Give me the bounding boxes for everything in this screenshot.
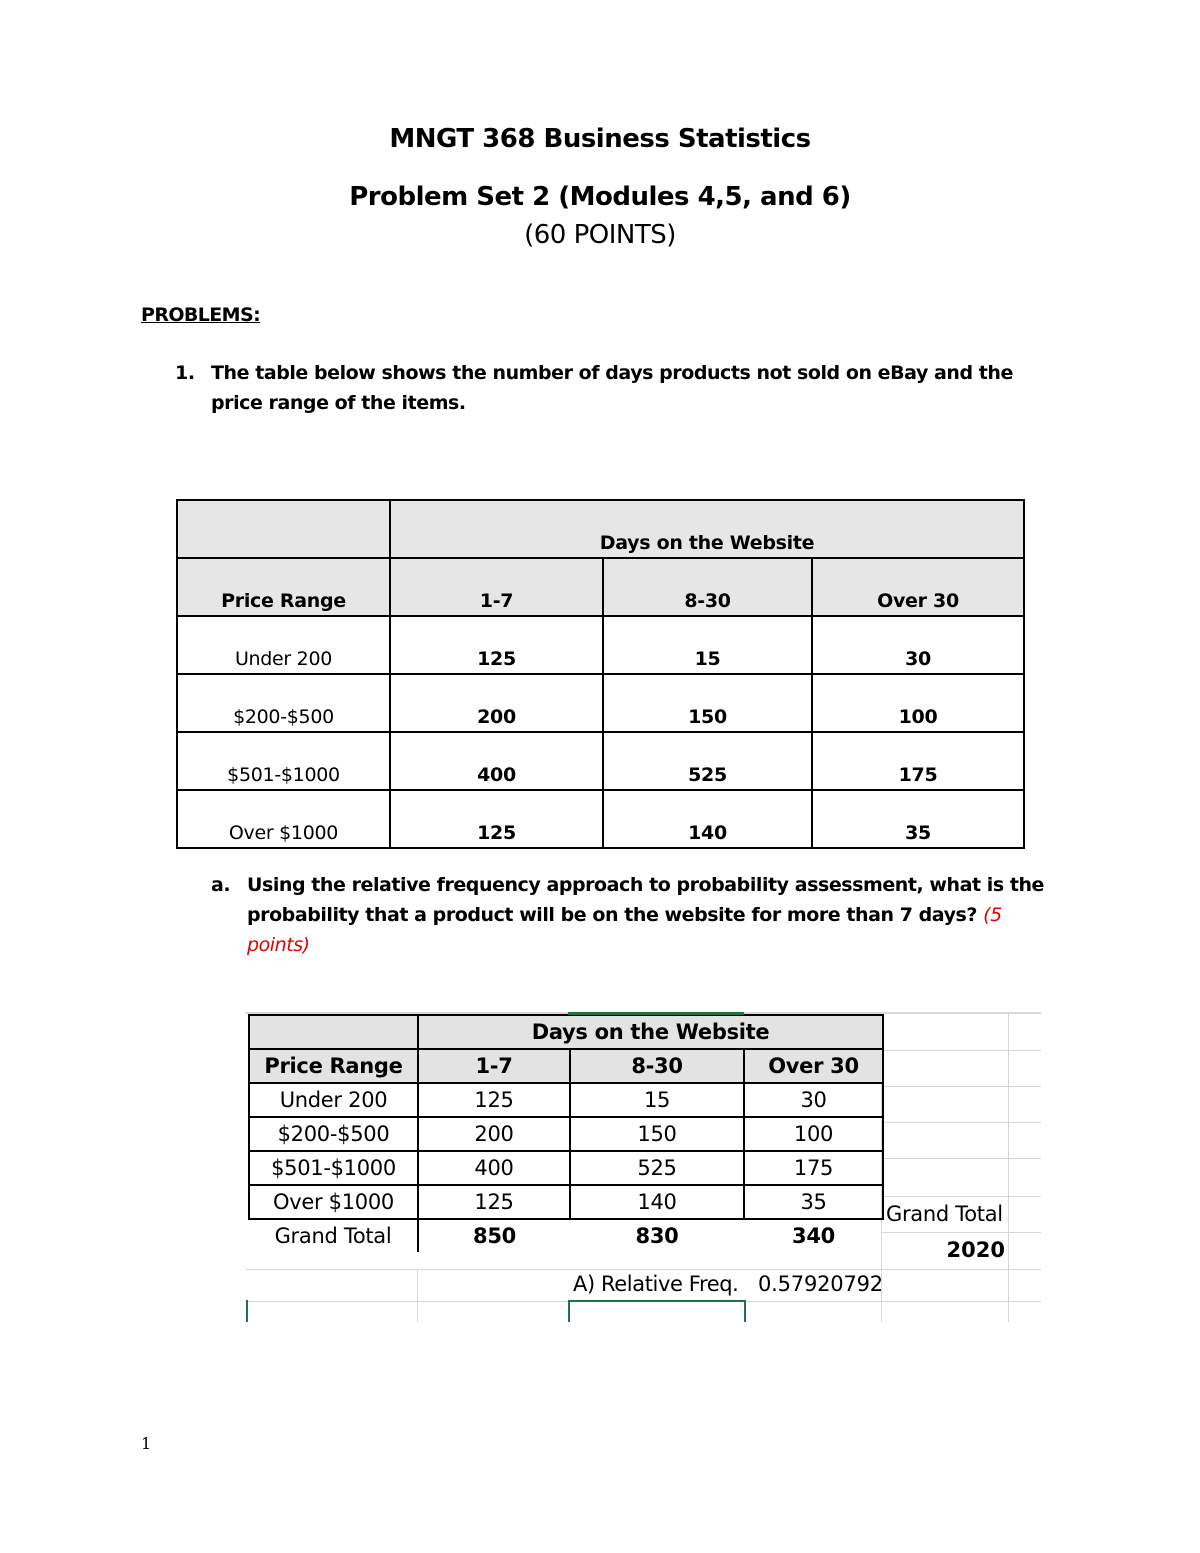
row-label: $501-$1000 bbox=[177, 732, 390, 790]
table-cell: 125 bbox=[390, 790, 603, 848]
gridline bbox=[882, 1158, 1041, 1159]
relative-freq-value[interactable]: 0.57920792 bbox=[758, 1272, 883, 1296]
problems-heading: PROBLEMS: bbox=[141, 304, 261, 326]
gridline bbox=[882, 1050, 1041, 1051]
sheet-group-header[interactable]: Days on the Website bbox=[418, 1015, 883, 1049]
question-number: 1. bbox=[175, 362, 195, 384]
table-cell: 175 bbox=[812, 732, 1024, 790]
sheet-row bbox=[249, 1151, 883, 1185]
question-text: The table below shows the number of days products not sold on eBay and the price range of the items. bbox=[211, 362, 1013, 414]
sheet-total-row bbox=[249, 1219, 883, 1252]
gridline bbox=[882, 1232, 1041, 1233]
sheet-corner-cell[interactable] bbox=[249, 1015, 418, 1049]
sheet-cell[interactable]: 200 bbox=[418, 1117, 570, 1151]
sheet-total-cell[interactable]: 830 bbox=[635, 1224, 679, 1248]
sheet-total-label[interactable]: Grand Total bbox=[249, 1219, 418, 1252]
spreadsheet-screenshot bbox=[245, 1012, 1045, 1322]
table-corner-cell bbox=[177, 500, 390, 558]
row-label: Over $1000 bbox=[177, 790, 390, 848]
table-cell: 140 bbox=[603, 790, 812, 848]
gridline bbox=[245, 1269, 1041, 1270]
row-label: $200-$500 bbox=[177, 674, 390, 732]
table-cell: 200 bbox=[390, 674, 603, 732]
sheet-cell[interactable]: 125 bbox=[418, 1185, 570, 1219]
relative-freq-label[interactable]: A) Relative Freq. bbox=[573, 1272, 739, 1296]
sheet-cell[interactable]: 150 bbox=[570, 1117, 744, 1151]
sheet-cell[interactable]: 15 bbox=[570, 1083, 744, 1117]
sheet-cell[interactable]: $501-$1000 bbox=[249, 1151, 418, 1185]
table-cell: 400 bbox=[390, 732, 603, 790]
group-header-cell: Days on the Website bbox=[390, 500, 1024, 558]
column-header: 1-7 bbox=[390, 558, 603, 616]
gridline bbox=[1008, 1012, 1009, 1322]
sheet-cell[interactable]: 400 bbox=[418, 1151, 570, 1185]
course-title: MNGT 368 Business Statistics bbox=[389, 124, 811, 154]
table-row bbox=[177, 674, 1024, 732]
gridline bbox=[882, 1196, 1041, 1197]
sheet-total-cell[interactable]: 340 bbox=[792, 1224, 835, 1248]
sheet-header-row bbox=[249, 1049, 883, 1083]
sheet-cell[interactable]: 140 bbox=[570, 1185, 744, 1219]
sheet-cell[interactable]: 525 bbox=[570, 1151, 744, 1185]
grand-total-value[interactable]: 2020 bbox=[946, 1238, 1005, 1262]
column-header: 8-30 bbox=[603, 558, 812, 616]
grand-total-label[interactable]: Grand Total bbox=[886, 1202, 1003, 1226]
data-table bbox=[176, 499, 1025, 849]
table-row bbox=[177, 732, 1024, 790]
selection-edge bbox=[246, 1300, 248, 1322]
sheet-cell[interactable]: 175 bbox=[744, 1151, 883, 1185]
table-row bbox=[177, 790, 1024, 848]
sheet-column-header[interactable]: 1-7 bbox=[418, 1049, 570, 1083]
points-subtitle: (60 POINTS) bbox=[524, 220, 676, 250]
row-label: Under 200 bbox=[177, 616, 390, 674]
table-cell: 150 bbox=[603, 674, 812, 732]
sheet-cell[interactable]: Over $1000 bbox=[249, 1185, 418, 1219]
table-cell: 30 bbox=[812, 616, 1024, 674]
sheet-cell[interactable]: $200-$500 bbox=[249, 1117, 418, 1151]
page-number: 1 bbox=[141, 1434, 152, 1453]
sheet-row bbox=[249, 1083, 883, 1117]
spreadsheet-table bbox=[248, 1014, 884, 1252]
active-cell-selection[interactable] bbox=[568, 1300, 746, 1322]
gridline bbox=[882, 1122, 1041, 1123]
sheet-column-header[interactable]: Over 30 bbox=[744, 1049, 883, 1083]
sheet-total-cell[interactable]: 850 bbox=[473, 1224, 516, 1248]
table-cell: 125 bbox=[390, 616, 603, 674]
table-group-header-row bbox=[177, 500, 1024, 558]
column-header: Price Range bbox=[177, 558, 390, 616]
table-cell: 15 bbox=[603, 616, 812, 674]
table-cell: 525 bbox=[603, 732, 812, 790]
sheet-column-header[interactable]: 8-30 bbox=[570, 1049, 744, 1083]
table-row bbox=[177, 616, 1024, 674]
points-note: (5 points) bbox=[247, 904, 1002, 956]
sheet-group-header-row bbox=[249, 1015, 883, 1049]
sheet-cell[interactable]: 35 bbox=[744, 1185, 883, 1219]
table-cell: 100 bbox=[812, 674, 1024, 732]
sheet-column-header[interactable]: Price Range bbox=[249, 1049, 418, 1083]
subquestion-text bbox=[247, 870, 1067, 960]
selection-highlight bbox=[568, 1012, 744, 1015]
sheet-row bbox=[249, 1117, 883, 1151]
problem-set-title: Problem Set 2 (Modules 4,5, and 6) bbox=[349, 182, 851, 212]
subquestion-label: a. bbox=[211, 874, 231, 896]
sheet-cell[interactable]: 30 bbox=[744, 1083, 883, 1117]
subquestion-body: Using the relative frequency approach to probability assessment, what is the probability that a product will be on the website for more than 7 days? bbox=[247, 874, 1044, 926]
sheet-cell[interactable]: 125 bbox=[418, 1083, 570, 1117]
table-cell: 35 bbox=[812, 790, 1024, 848]
table-header-row bbox=[177, 558, 1024, 616]
gridline bbox=[882, 1086, 1041, 1087]
sheet-row bbox=[249, 1185, 883, 1219]
column-header: Over 30 bbox=[812, 558, 1024, 616]
sheet-cell[interactable]: 100 bbox=[744, 1117, 883, 1151]
sheet-cell[interactable]: Under 200 bbox=[249, 1083, 418, 1117]
gridline bbox=[417, 1269, 418, 1322]
